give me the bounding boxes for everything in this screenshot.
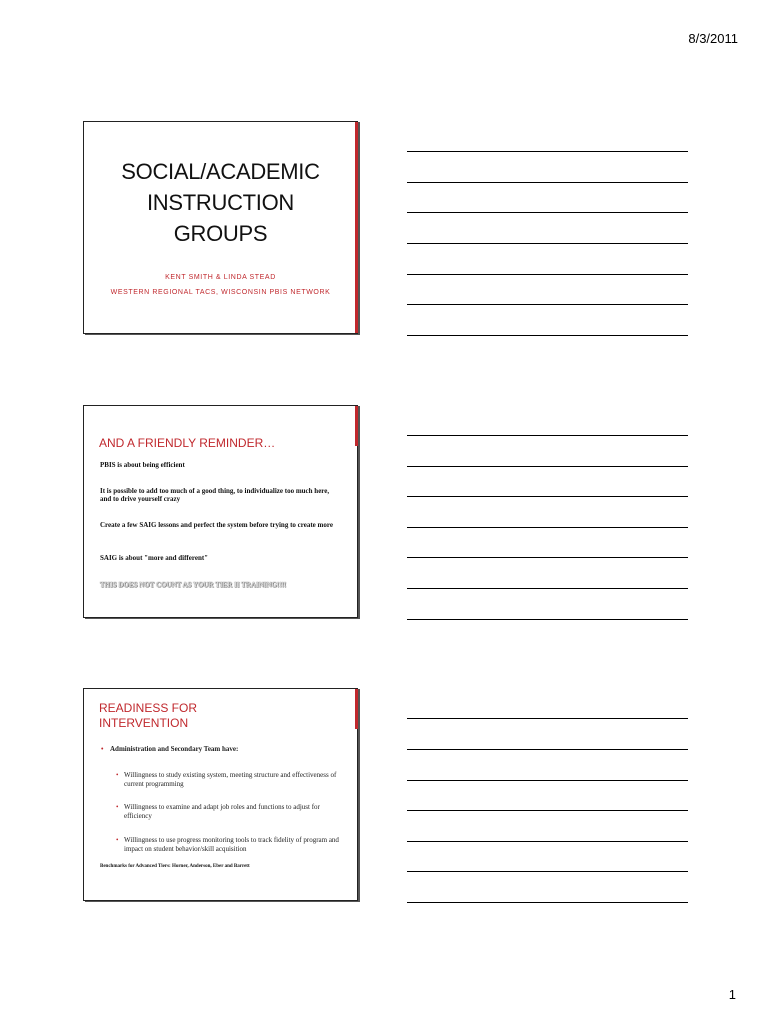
list-item-text: Willingness to use progress monitoring tools to track fidelity of program and impact on student behavior/skill acquisition bbox=[124, 836, 339, 853]
note-line bbox=[407, 780, 688, 781]
warning-text: THIS DOES NOT COUNT AS YOUR TIER II TRAINING!!!! bbox=[100, 581, 287, 589]
header-date: 8/3/2011 bbox=[688, 31, 738, 46]
note-line bbox=[407, 496, 688, 497]
bullet-icon: • bbox=[116, 836, 119, 844]
paragraph: It is possible to add too much of a good thing, to individualize too much here, and to drive yourself crazy bbox=[100, 487, 330, 503]
note-line bbox=[407, 841, 688, 842]
slide-1 bbox=[83, 121, 358, 334]
footnote: Benchmarks for Advanced Tiers: Horner, Anderson, Eber and Barrett bbox=[100, 864, 250, 869]
list-item bbox=[116, 836, 344, 854]
note-line bbox=[407, 243, 688, 244]
note-line bbox=[407, 466, 688, 467]
note-line bbox=[407, 749, 688, 750]
title-line-1: SOCIAL/ACADEMIC bbox=[121, 159, 320, 184]
list-item bbox=[116, 771, 344, 789]
bullet-icon: • bbox=[116, 803, 119, 811]
list-item-text: Willingness to study existing system, meeting structure and effectiveness of current programming bbox=[124, 771, 337, 788]
presenter-organization: WESTERN REGIONAL TACS, WISCONSIN PBIS NETWORK bbox=[110, 289, 331, 296]
slide-heading: AND A FRIENDLY REMINDER… bbox=[99, 436, 276, 450]
list-item bbox=[116, 803, 344, 821]
list-item-text: Willingness to examine and adapt job roles and functions to adjust for efficiency bbox=[124, 803, 320, 820]
slide-accent-bar bbox=[355, 689, 358, 729]
note-line bbox=[407, 274, 688, 275]
note-line bbox=[407, 182, 688, 183]
bullet-icon: • bbox=[116, 771, 119, 779]
note-line bbox=[407, 435, 688, 436]
page-number: 1 bbox=[728, 987, 736, 1002]
note-line bbox=[407, 810, 688, 811]
slide-accent-bar bbox=[355, 406, 358, 446]
note-line bbox=[407, 718, 688, 719]
slide-2 bbox=[83, 405, 358, 618]
note-line bbox=[407, 871, 688, 872]
note-line bbox=[407, 902, 688, 903]
paragraph: Create a few SAIG lessons and perfect the system before trying to create more bbox=[100, 521, 333, 529]
presenter-names: KENT SMITH & LINDA STEAD bbox=[165, 274, 276, 281]
note-line bbox=[407, 557, 688, 558]
title-line-3: GROUPS bbox=[173, 221, 268, 246]
note-line bbox=[407, 619, 688, 620]
paragraph: SAIG is about "more and different" bbox=[100, 554, 209, 562]
slide-heading: READINESS FOR INTERVENTION bbox=[99, 701, 198, 730]
note-line bbox=[407, 212, 688, 213]
note-line bbox=[407, 588, 688, 589]
bullet-icon: • bbox=[101, 745, 104, 753]
title-line-2: INSTRUCTION bbox=[146, 190, 295, 215]
paragraph: PBIS is about being efficient bbox=[100, 461, 185, 469]
note-line bbox=[407, 304, 688, 305]
note-line bbox=[407, 151, 688, 152]
note-line bbox=[407, 335, 688, 336]
list-item-text: Administration and Secondary Team have: bbox=[110, 745, 239, 753]
list-item bbox=[101, 745, 340, 754]
slide-title bbox=[84, 156, 357, 249]
slide-3 bbox=[83, 688, 358, 901]
note-line bbox=[407, 527, 688, 528]
